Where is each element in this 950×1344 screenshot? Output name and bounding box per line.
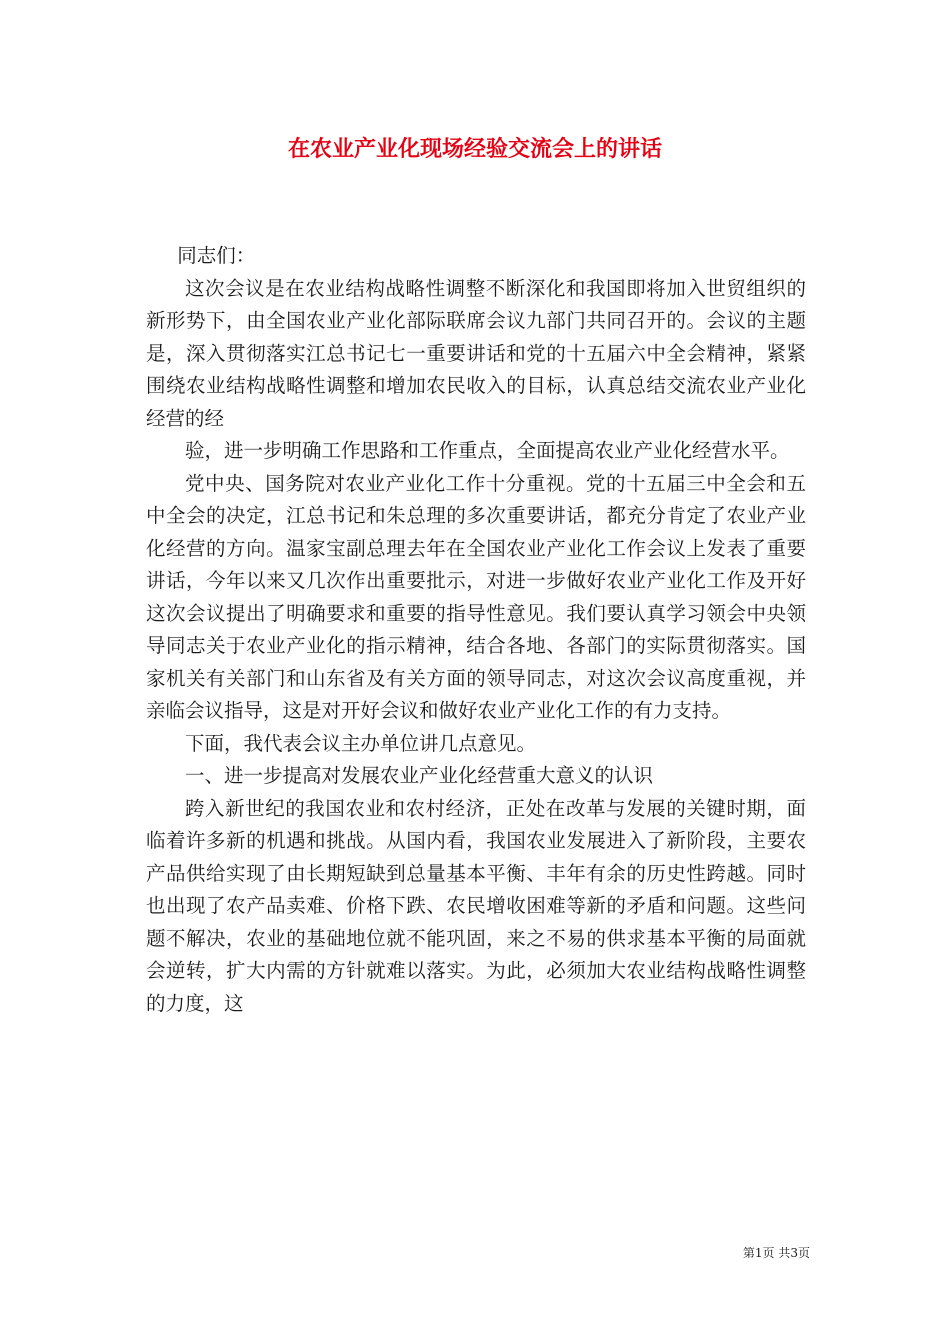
paragraph: 这次会议是在农业结构战略性调整不断深化和我国即将加入世贸组织的新形势下，由全国农业产业化部际联席会议九部门共同召开的。会议的主题是，深入贯彻落实江总书记七一重要讲话和党的十五届六中全会精神，紧紧围绕农业结构战略性调整和增加农民收入的目标，认真总结交流农业产业化经营的经 xyxy=(146,276,806,430)
page-total: 3 xyxy=(790,1246,798,1260)
page-current: 1 xyxy=(754,1246,763,1260)
paragraph: 下面，我代表会议主办单位讲几点意见。 xyxy=(185,731,537,755)
page-label-middle: 页 共 xyxy=(762,1246,791,1260)
paragraph: 党中央、国务院对农业产业化工作十分重视。党的十五届三中全会和五中全会的决定，江总书记和朱总理的多次重要讲话，都充分肯定了农业产业化经营的方向。温家宝副总理去年在全国农业产业化工作会议上发表了重要讲话，今年以来又几次作出重要批示，对进一步做好农业产业化工作及开好这次会议提出了明确要求和重要的指导性意见。我们要认真学习领会中央领导同志关于农业产业化的指示精神，结合各地、各部门的实际贯彻落实。国家机关有关部门和山东省及有关方面的领导同志，对这次会议高度重视，并亲临会议指导，这是对开好会议和做好农业产业化工作的有力支持。 xyxy=(146,471,806,722)
paragraph: 验，进一步明确工作思路和工作重点，全面提高农业产业化经营水平。 xyxy=(185,439,790,462)
paragraph: 跨入新世纪的我国农业和农村经济，正处在改革与发展的关键时期，面临着许多新的机遇和挑战。从国内看，我国农业发展进入了新阶段，主要农产品供给实现了由长期短缺到总量基本平衡、丰年有余的历史性跨越。同时也出现了农产品卖难、价格下跌、农民增收困难等新的矛盾和问题。这些问题不解决，农业的基础地位就不能巩固，来之不易的供求基本平衡的局面就会逆转，扩大内需的方针就难以落实。为此，必须加大农业结构战略性调整的力度，这 xyxy=(146,796,806,1015)
page-label-suffix: 页 xyxy=(797,1246,810,1260)
salutation: 同志们： xyxy=(177,244,256,267)
document-body xyxy=(146,240,806,1020)
document-title: 在农业产业化现场经验交流会上的讲话 xyxy=(287,136,662,162)
section-heading: 一、进一步提高对发展农业产业化经营重大意义的认识 xyxy=(185,764,654,787)
page-number xyxy=(700,1245,810,1261)
page-label-prefix: 第 xyxy=(742,1246,755,1260)
